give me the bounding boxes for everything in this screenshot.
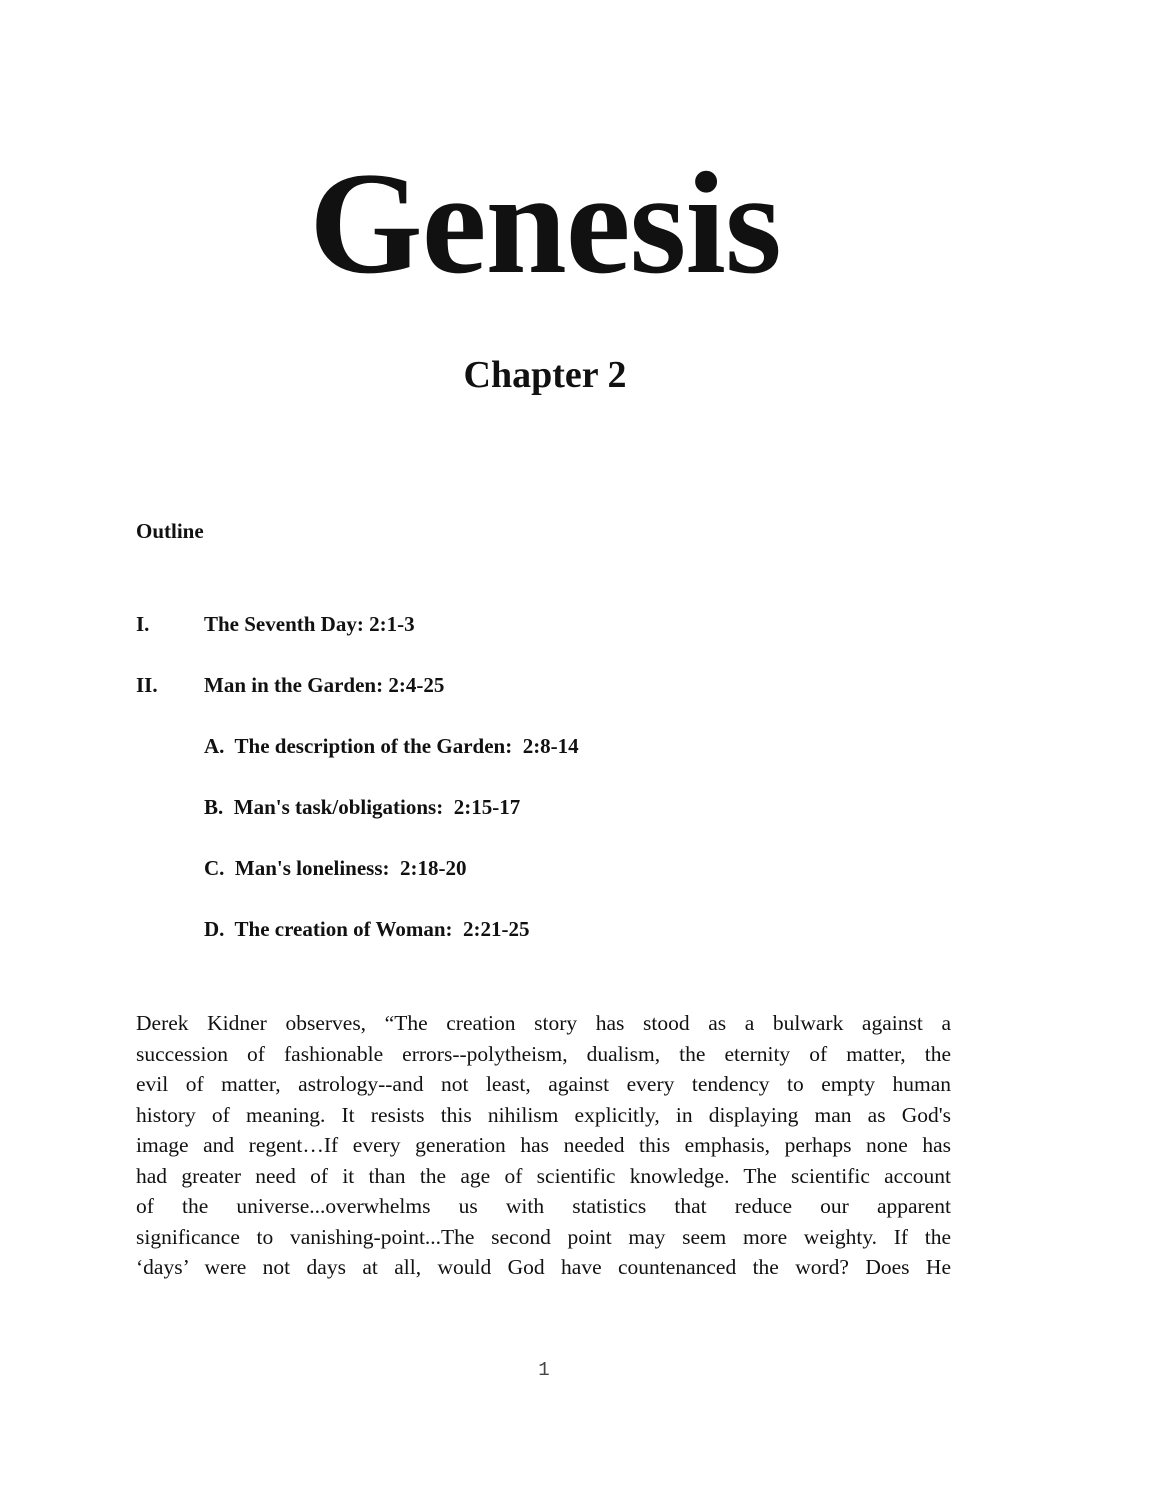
outline-subitem: D. The creation of Woman: 2:21-25 xyxy=(204,917,530,941)
outline-item-number: I. xyxy=(136,612,150,636)
body-paragraph xyxy=(136,1008,951,1283)
outline-item: Man in the Garden: 2:4-25 xyxy=(204,673,445,697)
paragraph-line: image and regent…If every generation has needed this emphasis, perhaps none has xyxy=(136,1133,951,1157)
paragraph-line: had greater need of it than the age of scientific knowledge. The scientific account xyxy=(136,1163,951,1188)
paragraph-line: evil of matter, astrology--and not least, against every tendency to empty human xyxy=(136,1072,951,1096)
outline-subitem: B. Man's task/obligations: 2:15-17 xyxy=(204,795,521,819)
outline-subitem: A. The description of the Garden: 2:8-14 xyxy=(204,734,579,758)
paragraph-line: of the universe...overwhelms us with statistics that reduce our apparent xyxy=(136,1194,951,1218)
outline-item-number: II. xyxy=(136,673,158,697)
paragraph-line: succession of fashionable errors--polytheism, dualism, the eternity of matter, the xyxy=(136,1041,951,1066)
document-title: Genesis xyxy=(309,142,781,304)
paragraph-line: history of meaning. It resists this nihilism explicitly, in displaying man as God's xyxy=(136,1102,951,1127)
outline-heading: Outline xyxy=(136,519,204,543)
page-number: 1 xyxy=(538,1359,550,1381)
outline-item: The Seventh Day: 2:1-3 xyxy=(204,612,415,636)
outline-subitem: C. Man's loneliness: 2:18-20 xyxy=(204,856,467,880)
paragraph-line: significance to vanishing-point...The second point may seem more weighty. If the xyxy=(136,1224,951,1249)
paragraph-line: ‘days’ were not days at all, would God have countenanced the word? Does He xyxy=(136,1255,951,1279)
chapter-heading: Chapter 2 xyxy=(463,354,627,396)
paragraph-line: Derek Kidner observes, “The creation story has stood as a bulwark against a xyxy=(136,1011,951,1035)
